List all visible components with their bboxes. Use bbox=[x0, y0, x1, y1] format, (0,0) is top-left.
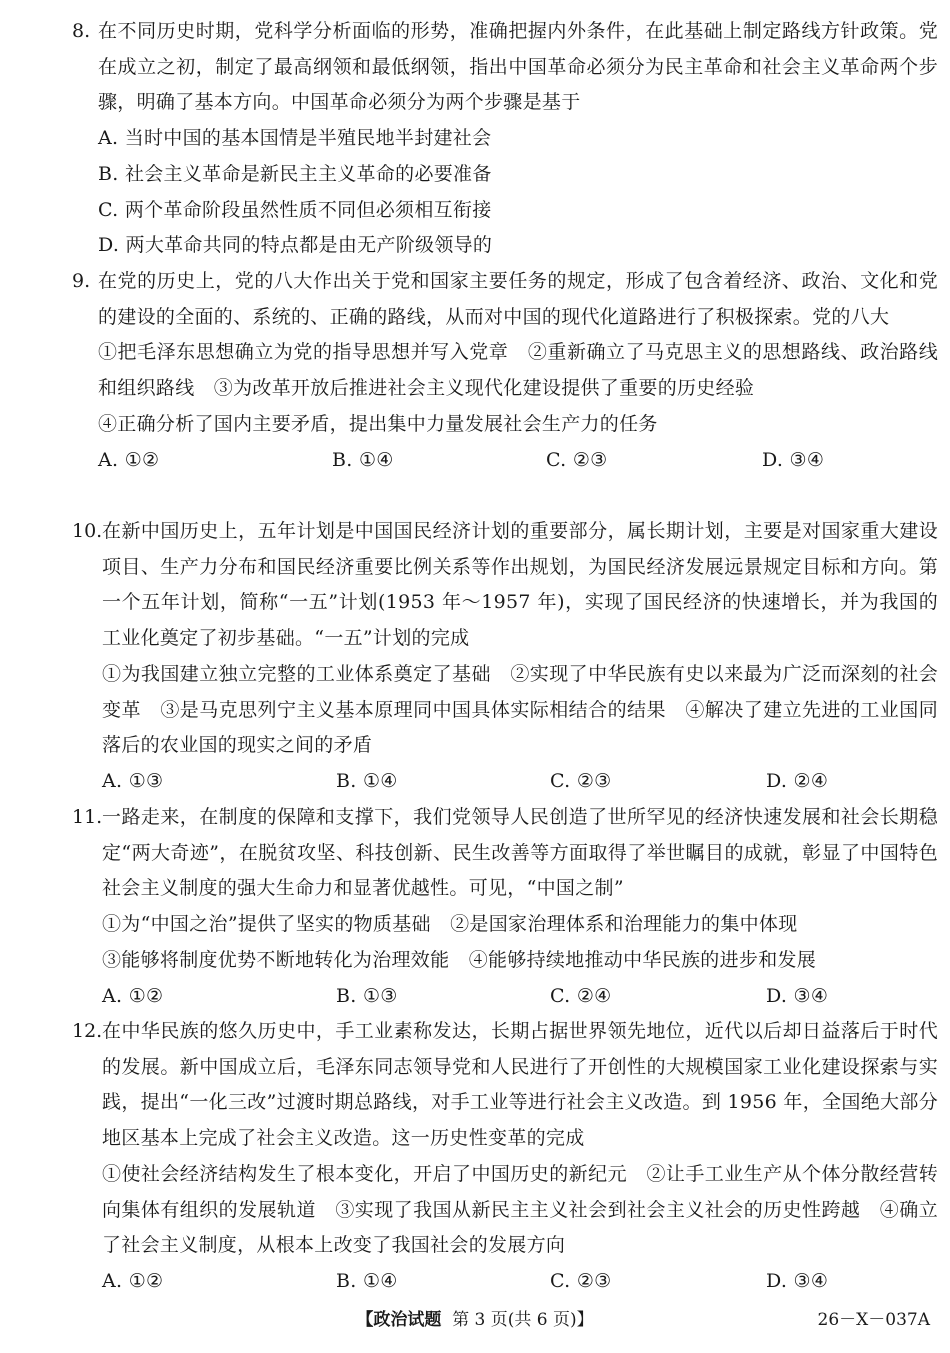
choice-row bbox=[102, 764, 938, 800]
question-body bbox=[102, 800, 938, 1014]
question-body bbox=[98, 14, 938, 264]
question-9 bbox=[72, 264, 938, 478]
choice-c: C. ②③ bbox=[546, 448, 608, 471]
page-footer bbox=[0, 1306, 950, 1334]
choice-d: D. ③④ bbox=[762, 448, 825, 471]
question-stem: 在不同历史时期，党科学分析面临的形势，准确把握内外条件，在此基础上制定路线方针政策。党在成立之初，制定了最高纲领和最低纲领，指出中国革命必须分为民主革命和社会主义革命两个步骤，明确了基本方向。中国革命必须分为两个步骤是基于 bbox=[98, 20, 938, 114]
choice-b: B. ①④ bbox=[332, 448, 394, 471]
question-stem: 在中华民族的悠久历史中，手工业素称发达，长期占据世界领先地位，近代以后却日益落后于时代的发展。新中国成立后，毛泽东同志领导党和人民进行了开创性的大规模国家工业化建设探索与实践，提出“一化三改”过渡时期总路线，对手工业等进行社会主义改造。到 1956 年，全国绝大部分地区基本上完成了社会主义改造。这一历史性变革的完成 bbox=[102, 1020, 938, 1150]
question-body bbox=[102, 1014, 938, 1300]
question-body bbox=[102, 514, 938, 800]
choice-d: D. ③④ bbox=[766, 1269, 829, 1292]
choice-a: A. ①③ bbox=[102, 769, 164, 792]
statement-group: ①使社会经济结构发生了根本变化，开启了中国历史的新纪元 ②让手工业生产从个体分散经营转向集体有组织的发展轨道 ③实现了我国从新民主主义社会到社会主义社会的历史性跨越 ④确立了社会主义制度，从根本上改变了我国社会的发展方向 bbox=[102, 1162, 938, 1257]
question-number: 11. bbox=[72, 806, 103, 828]
question-stem: 一路走来，在制度的保障和支撑下，我们党领导人民创造了世所罕见的经济快速发展和社会长期稳定“两大奇迹”，在脱贫攻坚、科技创新、民生改善等方面取得了举世瞩目的成就，彰显了中国特色社会主义制度的强大生命力和显著优越性。可见，“中国之制” bbox=[102, 806, 938, 900]
question-number: 12. bbox=[72, 1020, 103, 1042]
statement-group: ③能够将制度优势不断地转化为治理效能 ④能够持续地推动中华民族的进步和发展 bbox=[102, 948, 817, 971]
option-d: D. 两大革命共同的特点都是由无产阶级领导的 bbox=[98, 234, 493, 257]
footer-paper-code: 26－X－037A bbox=[817, 1310, 930, 1330]
choice-c: C. ②③ bbox=[550, 769, 612, 792]
choice-row bbox=[102, 1264, 938, 1300]
question-number: 9. bbox=[72, 270, 91, 292]
choice-c: C. ②④ bbox=[550, 984, 612, 1007]
choice-b: B. ①③ bbox=[336, 984, 398, 1007]
footer-page-info bbox=[0, 1306, 950, 1334]
option-c: C. 两个革命阶段虽然性质不同但必须相互衔接 bbox=[98, 198, 492, 221]
choice-a: A. ①② bbox=[102, 984, 164, 1007]
choice-b: B. ①④ bbox=[336, 1269, 398, 1292]
choice-b: B. ①④ bbox=[336, 769, 398, 792]
choice-c: C. ②③ bbox=[550, 1269, 612, 1292]
footer-page-number: 第 3 页(共 6 页)】 bbox=[452, 1310, 594, 1330]
choice-row bbox=[102, 979, 938, 1015]
choice-d: D. ②④ bbox=[766, 769, 829, 792]
choice-row bbox=[98, 443, 938, 479]
question-12 bbox=[72, 1014, 938, 1300]
question-number: 8. bbox=[72, 20, 91, 42]
question-body bbox=[98, 264, 938, 478]
statement-group: ①为我国建立独立完整的工业体系奠定了基础 ②实现了中华民族有史以来最为广泛而深刻的社会变革 ③是马克思列宁主义基本原理同中国具体实际相结合的结果 ④解决了建立先进的工业国同落后的农业国的现实之间的矛盾 bbox=[102, 662, 938, 757]
question-stem: 在新中国历史上，五年计划是中国国民经济计划的重要部分，属长期计划，主要是对国家重大建设项目、生产力分布和国民经济重要比例关系等作出规划，为国民经济发展远景规定目标和方向。第一个五年计划，简称“一五”计划(1953 年～1957 年)，实现了国民经济的快速增长，并为我国的工业化奠定了初步基础。“一五”计划的完成 bbox=[102, 520, 938, 650]
question-8 bbox=[72, 14, 938, 264]
choice-a: A. ①② bbox=[98, 448, 160, 471]
statement-group: ①把毛泽东思想确立为党的指导思想并写入党章 ②重新确立了马克思主义的思想路线、政治路线和组织路线 ③为改革开放后推进社会主义现代化建设提供了重要的历史经验 bbox=[98, 341, 938, 400]
statement-group: ①为“中国之治”提供了坚实的物质基础 ②是国家治理体系和治理能力的集中体现 bbox=[102, 913, 798, 936]
option-b: B. 社会主义革命是新民主主义革命的必要准备 bbox=[98, 162, 492, 185]
question-number: 10. bbox=[72, 520, 103, 542]
statement-group: ④正确分析了国内主要矛盾，提出集中力量发展社会生产力的任务 bbox=[98, 412, 658, 435]
footer-subject: 【政治试题 bbox=[356, 1310, 442, 1330]
choice-d: D. ③④ bbox=[766, 984, 829, 1007]
choice-a: A. ①② bbox=[102, 1269, 164, 1292]
question-stem: 在党的历史上，党的八大作出关于党和国家主要任务的规定，形成了包含着经济、政治、文化和党的建设的全面的、系统的、正确的路线，从而对中国的现代化道路进行了积极探索。党的八大 bbox=[98, 270, 938, 328]
question-10 bbox=[72, 514, 938, 800]
question-11 bbox=[72, 800, 938, 1014]
option-a: A. 当时中国的基本国情是半殖民地半封建社会 bbox=[98, 127, 492, 150]
